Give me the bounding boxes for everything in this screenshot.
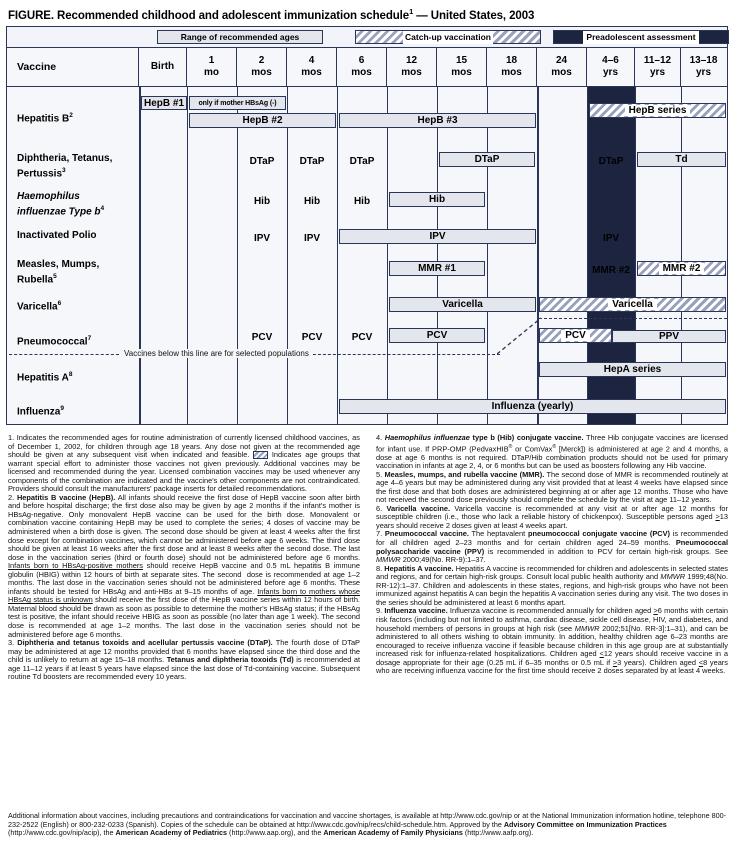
row-label-varicella-text: Varicella xyxy=(17,301,58,313)
footnote-3: 3. Diphtheria and tetanus toxoids and acellular pertussis vaccine (DTaP). The fourth dose of DTaP may be administered at age 12 months provided that 6 months have elapsed since the third dose and the child is unlikely to return at age 15–18 months. Tetanus and diphtheria toxoids (Td) is recommended at age 11–12 years if at least 5 years have elapsed since the last dose of Td-containing vaccine. Subsequent routine Td boosters are recommended every 10 years. xyxy=(8,638,360,682)
cell-mmr-2-11to18yrs xyxy=(637,261,726,276)
table-header-row xyxy=(7,48,727,87)
row-label-pneumococcal xyxy=(17,333,91,348)
colsep-12mos xyxy=(437,87,438,424)
cell-mmr-1: MMR #1 xyxy=(389,261,485,276)
row-label-hepatitis-b xyxy=(17,110,73,125)
row-label-hib-line1: Haemophilus xyxy=(17,191,80,202)
row-label-dtap-line2: Pertussis xyxy=(17,167,63,179)
cell-pcv-12-15mos: PCV xyxy=(389,328,485,343)
legend-bar xyxy=(6,26,728,47)
cell-ipv-6-18mos: IPV xyxy=(339,229,536,244)
legend-preadolescent-label: Preadolescent assessment xyxy=(583,31,698,44)
column-header-4to6yrs xyxy=(587,48,635,86)
column-header-15mos xyxy=(437,48,487,86)
colsep-6mos xyxy=(387,87,388,424)
row-label-hib-sup: 4 xyxy=(100,204,105,212)
cell-ppv: PPV xyxy=(612,330,726,343)
column-header-4mos-sub: mos xyxy=(301,67,322,78)
cell-influenza-yearly: Influenza (yearly) xyxy=(339,399,726,414)
column-header-18mos-top: 18 xyxy=(505,55,518,66)
footnote-2: 2. Hepatitis B vaccine (HepB). All infants should receive the first dose of HepB vaccine soon after birth and before hospital discharge; the first dose also may be given by age 2 months if the infant's mother is HBsAg-negative. Only monovalent HepB vaccine can be used for the birth dose. Monovalent or combination vaccine containing HepB may be used to complete the series; 4 doses of vaccine may be administered when a birth dose is given. The second dose should be given at least 4 weeks after the first dose except for combination vaccines, which cannot be administered before age 6 weeks. The third dose should be given at least 16 weeks after the first dose and at least 8 weeks after the second dose. The last dose in the vaccination series (third or fourth dose) should not be administered before age 6 months. Infants born to HBsAg-positive mothers should receive HepB vaccine and 0.5 mL hepatitis B immune globulin (HBIG) within 12 hours of birth at separate sites. The second dose is recommended at age 1–2 months. The last dose in the vaccination series should not be administered before age 6 months. These infants should be tested for HBsAg and anti-HBs at 9–15 months of age. Infants born to mothers whose HBsAg status is unknown should receive the first dose of the HepB vaccine series within 12 hours of birth. Maternal blood should be drawn as soon as possible to determine the mother's HBsAg status; if the HBsAg test is positive, the infant should receive HBIG as soon as possible (no later than age 1 week). The second dose is recommended at age 1–2 months. The last dose in the vaccination series should not be administered before age 6 months. xyxy=(8,492,361,639)
column-header-6mos xyxy=(337,48,387,86)
cell-mmr-2-catchup-label: MMR #2 xyxy=(659,263,705,274)
cell-hepb-3: HepB #3 xyxy=(339,113,536,128)
cell-hepb-series-label: HepB series xyxy=(625,105,691,116)
colsep-birth xyxy=(187,87,188,424)
footnote-9: 9. Influenza vaccine. Influenza vaccine is recommended annually for children aged >6 months with certain risk factors (including but not limited to asthma, cardiac disease, sickle cell disease, HIV, and diabetes, and household members of persons in groups at high risk (see MMWR 2002;51[No. RR-3]:1–31), and can be administered to all others wishing to obtain immunity. In addition, healthy children age 6–23 months are encouraged to receive influenza vaccine if feasible because children in this age group are at substantially increased risk for influenza-related hospitalizations. Children aged <12 years should receive vaccine in a dosage appropriate for their age (0.25 mL if 6–35 months or 0.5 mL if >3 years). Children aged <8 years who are receiving influenza vaccine for the first time should receive 2 doses separated by at least 4 weeks. xyxy=(376,606,728,676)
column-header-12mos xyxy=(387,48,437,86)
cell-td-11to18yrs: Td xyxy=(637,152,726,167)
row-label-hepatitis-b-text: Hepatitis B xyxy=(17,113,70,125)
colsep-vaccine xyxy=(139,87,141,424)
row-label-varicella-sup: 6 xyxy=(57,300,62,307)
colsep-4mos xyxy=(337,87,338,424)
colsep-1mo xyxy=(237,87,238,424)
row-label-mmr xyxy=(17,259,99,285)
bottom-information-note: Additional information about vaccines, including precautions and contraindications for vaccination and vaccine shortages, is available at http://www.cdc.gov/nip or at the National Immunization information hotline, telephone 800-232-2522 (English) or 800-232-0233 (Spanish). Copies of the schedule can be obtained at http://www.cdc.gov/nip/recs/child-schedule.htm. Approved by the Advisory Committee on Immunization Practices (http://www.cdc.gov/nip/acip), the American Academy of Pediatrics (http://www.aap.org), and the American Academy of Family Physicians (http://www.aafp.org). xyxy=(8,811,726,838)
cell-ipv-4to6yrs: IPV xyxy=(602,233,620,244)
column-header-birth-label: Birth xyxy=(150,61,175,72)
cell-hepb-series xyxy=(589,103,726,118)
row-label-mmr-line1: Measles, Mumps, xyxy=(17,259,100,270)
row-label-influenza-text: Influenza xyxy=(17,406,61,418)
footnote-4: 4. Haemophilus influenzae type b (Hib) conjugate vaccine. Three Hib conjugate vaccines are licensed for infant use. If PRP-OMP (PedvaxHIB® or ComVax® [Merck]) is administered at age 2 and 4 months, a dose at age 6 months is not required. DTaP/Hib combination products should not be used for primary vaccination in infants at age 2, 4, or 6 months but can be used as boosters following any Hib vaccine. xyxy=(376,433,729,471)
cell-ipv-4mos: IPV xyxy=(303,233,321,244)
column-header-11to12yrs-top: 11–12 xyxy=(643,55,672,66)
legend-catch-up-vaccination xyxy=(355,30,541,44)
column-header-11to12yrs-sub: yrs xyxy=(649,67,665,78)
column-header-13to18yrs-top: 13–18 xyxy=(689,55,718,66)
row-label-hepatitis-b-sup: 2 xyxy=(69,112,73,119)
row-label-pneumococcal-text: Pneumococcal xyxy=(17,336,88,348)
selected-populations-note: Vaccines below this line are for selected populations xyxy=(121,349,312,358)
footnote-8: 8. Hepatitis A vaccine. Hepatitis A vaccine is recommended for children and adolescents in selected states and regions, and for certain high-risk groups. Consult local public health authority and MMWR 1999;48(No. RR-12):1–37. Children and adolescents in these states, regions, and high-risk groups who have not been immunized against hepatitis A can begin the hepatitis A vaccination series during any visit. The two doses in the series should be administered at least 6 months apart. xyxy=(376,563,729,607)
column-header-2mos-sub: mos xyxy=(251,67,272,78)
column-header-4to6yrs-top: 4–6 xyxy=(602,55,619,66)
cell-hepb-2: HepB #2 xyxy=(189,113,336,128)
cell-pcv-2mos: PCV xyxy=(251,332,273,343)
row-label-dtap xyxy=(17,153,112,179)
cell-dtap-4to6yrs: DTaP xyxy=(598,156,624,167)
column-header-birth xyxy=(139,48,187,86)
page-title xyxy=(8,7,728,22)
column-header-13to18yrs-sub: yrs xyxy=(695,67,711,78)
cell-pcv-catchup-24mos xyxy=(539,328,612,343)
footnote-6: 6. Varicella vaccine. Varicella vaccine is recommended at any visit at or after age 12 months for susceptible children (i.e., those who lack a reliable history of chickenpox). Susceptible persons aged >13 years should receive 2 doses given at least 4 weeks apart. xyxy=(376,503,728,530)
row-label-hepatitis-a xyxy=(17,369,73,384)
column-header-24mos-sub: mos xyxy=(551,67,572,78)
cell-dtap-2mos: DTaP xyxy=(249,156,275,167)
row-label-influenza xyxy=(17,403,64,418)
column-header-6mos-sub: mos xyxy=(351,67,372,78)
row-label-hib xyxy=(17,191,104,217)
footnote-7: 7. Pneumococcal vaccine. The heptavalent pneumococcal conjugate vaccine (PCV) is recommended for all children aged 2–23 months and for certain children aged 24–59 months. Pneumococcal polysaccharide vaccine (PPV) is recommended in addition to PCV for certain high-risk groups. See MMWR 2000;49(No. RR-9):1–37. xyxy=(376,529,729,565)
schedule-table xyxy=(6,47,728,425)
row-label-ipv-text: Inactivated Polio xyxy=(17,230,97,241)
row-label-hepatitis-a-sup: 8 xyxy=(68,371,73,378)
cell-varicella-catchup-label: Varicella xyxy=(608,299,657,310)
colsep-15mos xyxy=(487,87,488,424)
column-header-11to12yrs xyxy=(635,48,681,86)
column-header-18mos-sub: mos xyxy=(501,67,522,78)
selected-populations-divider-diagonal xyxy=(497,316,543,356)
row-label-inactivated-polio xyxy=(17,230,96,242)
page-title-suffix: — United States, 2003 xyxy=(413,9,535,22)
cell-dtap-4mos: DTaP xyxy=(299,156,325,167)
row-label-dtap-line1: Diphtheria, Tetanus, xyxy=(17,153,113,164)
selected-populations-divider-right xyxy=(539,318,727,319)
column-header-24mos xyxy=(537,48,587,86)
cell-mmr-2-4to6yrs: MMR #2 xyxy=(592,265,630,276)
column-header-1mo-top: 1 xyxy=(208,55,215,66)
selected-populations-divider-left xyxy=(9,354,119,355)
cell-hib-4mos: Hib xyxy=(303,196,321,207)
cell-hepb-only-if-mother-hbsag-negative: only if mother HBsAg (-) xyxy=(189,96,286,110)
cell-hib-6mos: Hib xyxy=(353,196,371,207)
footnotes-right-column xyxy=(376,434,728,676)
column-header-18mos xyxy=(487,48,537,86)
cell-varicella-12-18mos: Varicella xyxy=(389,297,536,312)
cell-ipv-2mos: IPV xyxy=(253,233,271,244)
footnote-1: 1. Indicates the recommended ages for routine administration of currently licensed childhood vaccines, as of December 1, 2002, for children through age 18 years. Any dose not given at the recommended age should be given at any subsequent visit when indicated and feasible. Indicates age groups that warrant special effort to administer those vaccines not given previously. Additional vaccines may be licensed and recommended during the year. Licensed combination vaccines may be used whenever any components of the combination are indicated and the vaccine's other components are not contraindicated. Providers should consult the manufacturers' package inserts for detailed recommendations. xyxy=(8,433,360,494)
footnote-5: 5. Measles, mumps, and rubella vaccine (MMR). The second dose of MMR is recommended routinely at age 4–6 years but may be administered during any visit provided that at least 4 weeks have elapsed since the first dose and that both doses are administered beginning at or after age 12 months. Those who have not received the second dose previously should complete the schedule by the visit at age 11–12 years. xyxy=(376,469,729,505)
column-header-4mos xyxy=(287,48,337,86)
row-label-hib-line2: influenzae Type b xyxy=(17,205,101,217)
cell-varicella-catchup xyxy=(539,297,726,312)
column-header-2mos xyxy=(237,48,287,86)
column-header-24mos-top: 24 xyxy=(555,55,568,66)
column-header-15mos-sub: mos xyxy=(451,67,472,78)
cell-pcv-6mos: PCV xyxy=(351,332,373,343)
page-title-prefix: FIGURE. Recommended childhood and adolescent immunization schedule xyxy=(8,9,410,22)
column-header-2mos-top: 2 xyxy=(258,55,265,66)
cell-hib-12-15mos: Hib xyxy=(389,192,485,207)
column-header-vaccine-label: Vaccine xyxy=(17,61,57,73)
cell-pcv-catchup-label: PCV xyxy=(561,330,590,341)
legend-preadolescent-assessment xyxy=(553,30,729,44)
column-header-4mos-top: 4 xyxy=(308,55,315,66)
row-label-hepatitis-a-text: Hepatitis A xyxy=(17,372,69,384)
row-label-mmr-sup: 5 xyxy=(53,272,57,280)
page-title-footnote-marker: 1 xyxy=(409,7,414,16)
selected-populations-divider-mid xyxy=(303,354,500,355)
legend-range-of-recommended-ages: Range of recommended ages xyxy=(157,30,323,44)
column-header-6mos-top: 6 xyxy=(358,55,365,66)
cell-dtap-15-18mos: DTaP xyxy=(439,152,535,167)
column-header-12mos-sub: mos xyxy=(401,67,422,78)
cell-dtap-6mos: DTaP xyxy=(349,156,375,167)
column-header-12mos-top: 12 xyxy=(405,55,418,66)
row-label-mmr-line2: Rubella xyxy=(17,273,54,285)
row-label-dtap-sup: 3 xyxy=(62,166,66,174)
cell-pcv-4mos: PCV xyxy=(301,332,323,343)
footnotes-left-column xyxy=(8,434,360,682)
column-header-15mos-top: 15 xyxy=(455,55,468,66)
column-header-1mo-sub: mo xyxy=(204,67,219,78)
row-label-influenza-sup: 9 xyxy=(60,405,64,412)
catchup-swatch-icon xyxy=(253,451,268,459)
column-header-1mo xyxy=(187,48,237,86)
cell-hepa-series: HepA series xyxy=(539,362,726,377)
column-header-4to6yrs-sub: yrs xyxy=(602,67,618,78)
row-label-varicella xyxy=(17,298,61,313)
cell-hepb-1: HepB #1 xyxy=(141,96,187,110)
colsep-2mos xyxy=(287,87,288,424)
cell-hib-2mos: Hib xyxy=(253,196,271,207)
legend-catch-up-label: Catch-up vaccination xyxy=(405,32,491,42)
column-header-vaccine xyxy=(7,48,139,86)
row-label-pneumococcal-sup: 7 xyxy=(87,335,92,342)
column-header-13to18yrs xyxy=(681,48,726,86)
